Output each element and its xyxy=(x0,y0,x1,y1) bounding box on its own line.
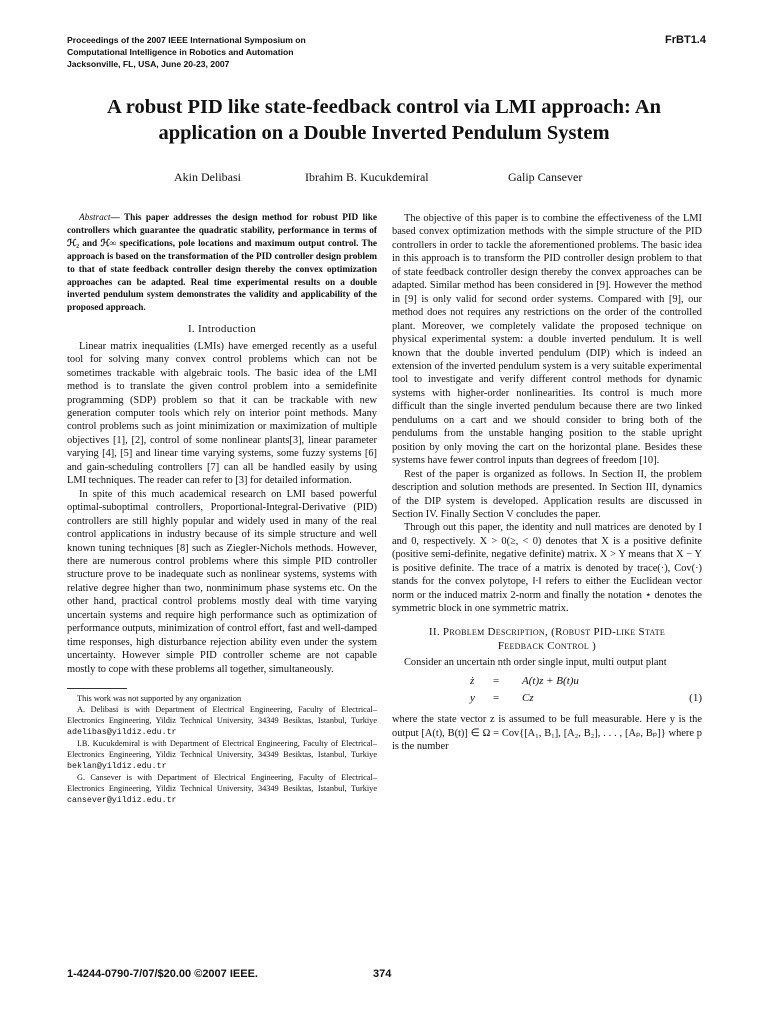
proceedings-line-3: Jacksonville, FL, USA, June 20-23, 2007 xyxy=(67,59,230,69)
footnote-rule xyxy=(67,688,127,689)
abstract-lead: Abstract xyxy=(79,213,111,223)
plant-paragraph: Consider an uncertain nth order single input, multi output plant xyxy=(404,656,667,668)
footnote-author-2: I.B. Kucukdemiral is with Department of Electrical Engineering, Faculty of Electrical–Electronics Engineering, Yildiz Technical University, 34349 Besiktas, Istanbul, Turkiye beklan@yildiz.edu.tr xyxy=(67,739,377,772)
eq2-rhs: Cz xyxy=(522,692,534,705)
author-2: Ibrahim B. Kucukdemiral xyxy=(305,170,429,184)
section-1-heading: I. Introduction xyxy=(187,323,257,336)
equation-number: (1) xyxy=(689,692,702,705)
footnote-author-1: A. Delibasi is with Department of Electrical Engineering, Faculty of Electrical–Electronics Engineering, Yildiz Technical University, 34349 Besiktas, Istanbul, Turkiye adelibas@yildiz.edu.tr xyxy=(67,705,377,738)
intro-paragraph-2: In spite of this much academical research on LMI based powerful optimal-suboptimal controllers, Proportional-Integral-Derivative (PID) controllers are still highly popular and widely used in many of the real control applications in industry because of its simple structure and well known tuning techniques [8] such as Ziegler-Nichols methods. However, there are numerous control problems where this simple PID controller structure prove to be inadequate such as nonlinear systems, systems with relative degree higher than two, nonminimum phase systems etc. On the other hand, practical control problems mostly deal with time varying uncertain systems and require high performance such as optimization of performance outputs, minimization of control effort, fast and well-damped time responses, high disturbance rejection ability even under the system uncertainty. However simple PID controller scheme are not capable mostly to cope with these problems all together, simultaneously. xyxy=(67,488,377,675)
abstract xyxy=(67,212,377,315)
author-3: Galip Cansever xyxy=(508,170,583,184)
abstract-text: — This paper addresses the design method for robust PID like controllers which guarantee the quadratic stability, performance in terms of ℋ₂ and ℋ∞ specifications, pole locations and maximum output control. The approach is based on the transformation of the PID controller design problem to that of state feedback controller design thereby the convex optimization approaches can be adapted. Real time experimental results on a double inverted pendulum system demonstrates the validity and applicability of the proposed approach. xyxy=(67,213,377,314)
isbn-copyright: 1-4244-0790-7/07/$20.00 ©2007 IEEE. xyxy=(67,968,258,980)
section-2-heading xyxy=(392,625,702,653)
paper-title xyxy=(60,94,708,146)
eq1-lhs: ż xyxy=(470,675,475,688)
email-author-1[interactable]: adelibas@yildiz.edu.tr xyxy=(67,728,177,738)
objective-paragraph: The objective of this paper is to combine the effectiveness of the LMI based convex optimization methods with the simple structure of the PID controllers in order to tackle the aforementioned problems. The basic idea in this approach is to transform the PID controller design problem to that of state feedback controller design thereby the convex approaches can be adapted. Similar method has been considered in [9]. However the method in [9] is only valid for second order systems. Compared with [9], our method does not requires any restrictions on the order of the controlled plant. Moreover, we completely validate the proposed technique on physical experimental system: a double inverted pendulum. It is well known that the double inverted pendulum (DIP) which is indeed an extension of the inverted pendulum system is a very suitable experimental tool to investigate and verify different control methods for dynamic systems with higher-order nonlinearities. Its control is much more difficult than the single inverted pendulum because there are two linked pendulums on a cart and we should consider to bring both of the pendulums from the unstable hanging position to the stable upright position by only moving the cart on the horizontal plane. Besides these systems have fewer control inputs than degrees of freedom [10]. xyxy=(392,213,702,467)
title-line-2: application on a Double Inverted Pendulum System xyxy=(158,122,610,144)
equation-row-1 xyxy=(392,675,702,692)
organization-paragraph: Rest of the paper is organized as follows. In Section II, the problem description and solution methods are presented. In Section III, dynamics of the DIP system is developed. Application results are discussed in Section IV. Finally Section V concludes the paper. xyxy=(392,468,702,520)
eq1-equals: = xyxy=(493,675,500,688)
eq2-lhs: y xyxy=(470,692,475,705)
email-author-3[interactable]: cansever@yildiz.edu.tr xyxy=(67,796,177,806)
state-vector-paragraph: where the state vector z is assumed to be full measurable. Here y is the output [A(t), B(t)] ∈ Ω = Cov{[A₁, B₁], [A₂, B₂], . . . , [Aₚ, Bₚ]} where p is the number xyxy=(392,714,702,752)
proceedings-line-2: Computational Intelligence in Robotics and Automation xyxy=(67,47,294,57)
left-column xyxy=(67,212,377,806)
eq2-equals: = xyxy=(493,692,500,705)
author-1: Akin Delibasi xyxy=(174,170,241,184)
footnotes xyxy=(67,688,377,806)
session-code: FrBT1.4 xyxy=(665,34,706,46)
section-2-heading-line-1: II. Problem Description, (Robust PID-like State xyxy=(428,625,666,638)
proceedings-line-1: Proceedings of the 2007 IEEE International Symposium on xyxy=(67,35,306,45)
notation-paragraph: Through out this paper, the identity and null matrices are denoted by I and 0, respectively. X > 0(≥, < 0) denotes that X is a positive definite (positive semi-definite, negative definite) matrix. X > Y means that X − Y is positive definite. The trace of a matrix is denoted by trace(·), Cov(·) stands for the convex polytope, ‖·‖ refers to either the Euclidean vector norm or the induced matrix 2-norm and finally the notation ⋆ denotes the symmetric block in one symmetric matrix. xyxy=(392,522,702,615)
page-number: 374 xyxy=(373,968,392,980)
right-column xyxy=(392,212,702,753)
proceedings-header xyxy=(67,34,407,70)
footnote-author-3: G. Cansever is with Department of Electrical Engineering, Faculty of Electrical–Electronics Engineering, Yildiz Technical University, 34349 Besiktas, Istanbul, Turkiye cansever@yildiz.edu.tr xyxy=(67,773,377,806)
equation-row-2 xyxy=(392,692,702,709)
eq1-rhs: A(t)z + B(t)u xyxy=(522,675,579,688)
footnote-support: This work was not supported by any organization xyxy=(77,694,242,704)
title-line-1: A robust PID like state-feedback control via LMI approach: An xyxy=(106,96,662,118)
section-2-heading-line-2: Feedback Control ) xyxy=(497,639,597,652)
email-author-2[interactable]: beklan@yildiz.edu.tr xyxy=(67,762,167,772)
intro-paragraph-1: Linear matrix inequalities (LMIs) have emerged recently as a useful tool for solving many convex control problems which can not be sometimes trackable with algebraic tools. The basic idea of the LMI method is to translate the given control problem into a semidefinite programming (SDP) problem so that it can be trackable with new generation computer tools which rely on interior point methods. Many control problems such as joint minimization or maximization of multiple objectives [1], [2], control of some nonlinear plants[3], linear parameter varying [4], [5] and linear time varying systems, some fuzzy systems [6] and gain-scheduling controllers [7] can all be handled easily by using LMI techniques. The reader can refer to [3] for detailed information. xyxy=(67,340,377,487)
